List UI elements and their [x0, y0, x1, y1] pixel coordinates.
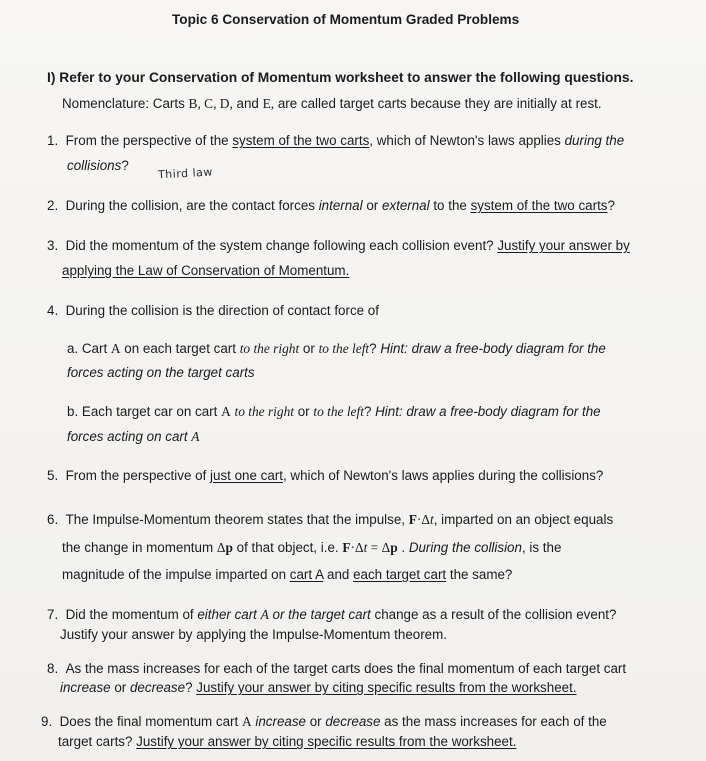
page-title: Topic 6 Conservation of Momentum Graded Problems [172, 12, 520, 27]
question-4b-line-2: forces acting on cart A [67, 429, 200, 444]
handwritten-answer-1: Third law [157, 165, 214, 182]
question-3-line-1: 3. Did the momentum of the system change following each collision event? Justify your answer by [47, 238, 630, 253]
question-4: 4. During the collision is the direction of contact force of [47, 303, 379, 318]
question-6-line-1: 6. The Impulse-Momentum theorem states that the impulse, F·Δt, imparted on an object equals [47, 512, 614, 527]
question-3-line-2: applying the Law of Conservation of Momentum. [62, 263, 350, 278]
question-7-line-1: 7. Did the momentum of either cart A or the target cart change as a result of the collision event? [47, 607, 617, 622]
question-1-line-2: collisions? [67, 158, 129, 173]
question-9-line-1: 9. Does the final momentum cart A increase or decrease as the mass increases for each of the [41, 714, 607, 729]
question-5: 5. From the perspective of just one cart, which of Newton's laws applies during the collisions? [47, 468, 604, 483]
question-1-line-1: 1. From the perspective of the system of the two carts, which of Newton's laws applies during the [47, 133, 625, 148]
section-heading: I) Refer to your Conservation of Momentum worksheet to answer the following questions. [47, 70, 634, 85]
question-8-line-1: 8. As the mass increases for each of the target carts does the final momentum of each target cart [47, 661, 627, 676]
question-4b-line-1: b. Each target car on cart A to the right or to the left? Hint: draw a free-body diagram for the [67, 404, 601, 419]
question-8-line-2: increase or decrease? Justify your answer by citing specific results from the worksheet. [60, 680, 577, 695]
question-6-line-3: magnitude of the impulse imparted on cart A and each target cart the same? [62, 567, 513, 582]
question-6-line-2: the change in momentum Δp of that object, i.e. F·Δt = Δp . During the collision, is the [62, 540, 562, 555]
question-2: 2. During the collision, are the contact forces internal or external to the system of the two carts? [47, 198, 615, 213]
question-4a-line-2: forces acting on the target carts [67, 365, 255, 380]
question-4a-line-1: a. Cart A on each target cart to the right or to the left? Hint: draw a free-body diagram for the [67, 341, 606, 356]
question-9-line-2: target carts? Justify your answer by citing specific results from the worksheet. [58, 734, 517, 749]
question-7-line-2: Justify your answer by applying the Impulse-Momentum theorem. [60, 627, 448, 642]
nomenclature-line: Nomenclature: Carts B, C, D, and E, are called target carts because they are initially at rest. [62, 96, 602, 111]
